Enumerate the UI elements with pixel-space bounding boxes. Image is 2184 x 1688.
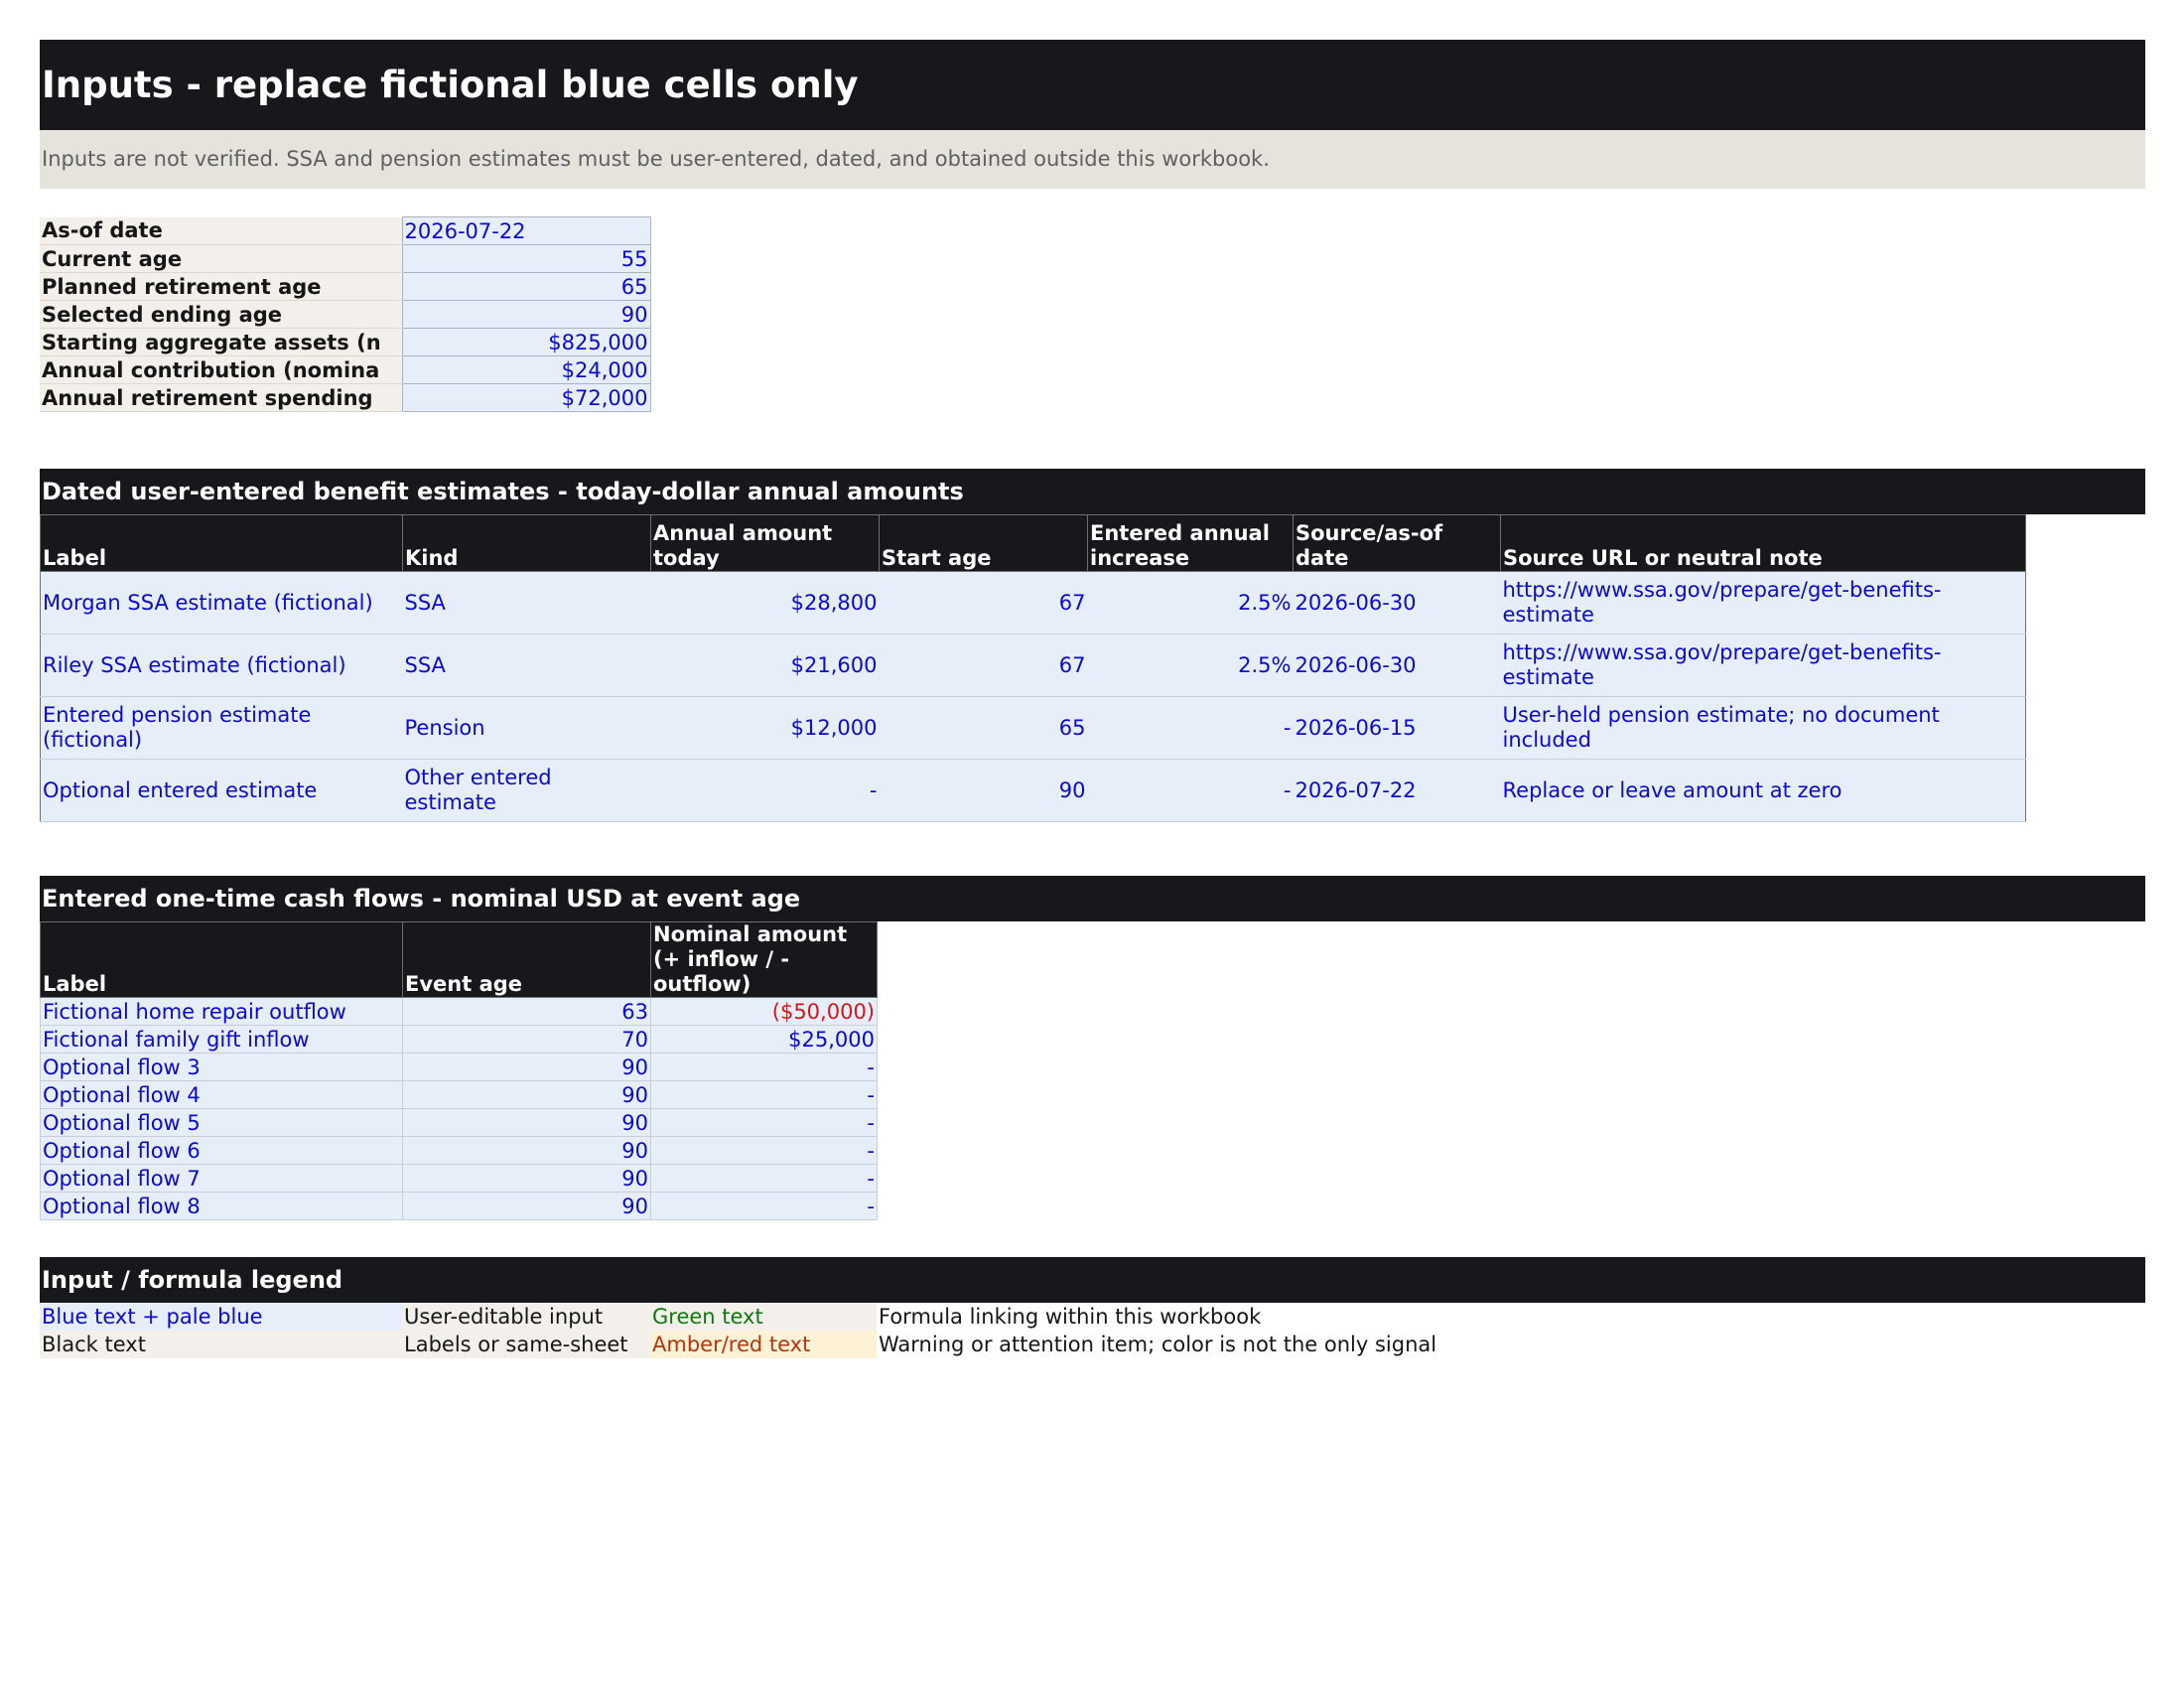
input-label: Current age — [40, 245, 402, 273]
table-row — [41, 1109, 878, 1137]
cash-flows-section-title: Entered one-time cash flows - nominal USD at event age — [40, 876, 2145, 921]
input-label: Starting aggregate assets (n — [40, 329, 402, 356]
column-header: Kind — [403, 515, 651, 572]
input-label: Selected ending age — [40, 301, 402, 329]
legend-description: Labels or same-sheet — [402, 1331, 650, 1358]
benefit-kind-cell[interactable]: SSA — [403, 634, 651, 697]
benefits-table — [40, 514, 2026, 822]
flow-label-cell[interactable]: Fictional family gift inflow — [41, 1026, 403, 1054]
legend-row — [40, 1331, 1777, 1358]
benefit-increase-cell[interactable]: 2.5% — [1088, 634, 1294, 697]
input-row-ending-age — [40, 301, 650, 329]
table-row — [41, 1054, 878, 1081]
table-row — [41, 1137, 878, 1165]
table-row — [41, 697, 2026, 760]
column-header: Label — [41, 922, 403, 998]
legend-description: Warning or attention item; color is not the only signal — [879, 1333, 1437, 1356]
starting-assets-input[interactable]: $825,000 — [402, 329, 650, 356]
table-header-row — [41, 515, 2026, 572]
current-age-input[interactable]: 55 — [402, 245, 650, 273]
benefits-section-title: Dated user-entered benefit estimates - today-dollar annual amounts — [40, 469, 2145, 514]
input-label: As-of date — [40, 217, 402, 245]
column-header: Label — [41, 515, 403, 572]
retirement-spending-input[interactable]: $72,000 — [402, 384, 650, 412]
annual-contribution-input[interactable]: $24,000 — [402, 356, 650, 384]
column-header: Source URL or neutral note — [1501, 515, 2026, 572]
benefit-increase-cell[interactable]: - — [1088, 697, 1294, 760]
input-label: Annual retirement spending — [40, 384, 402, 412]
benefit-label-cell[interactable]: Optional entered estimate — [41, 760, 403, 822]
column-header: Annual amount today — [651, 515, 880, 572]
flow-amount-cell[interactable]: - — [651, 1137, 878, 1165]
flow-label-cell[interactable]: Optional flow 6 — [41, 1137, 403, 1165]
input-row-annual-contribution — [40, 356, 650, 384]
benefit-label-cell[interactable]: Riley SSA estimate (fictional) — [41, 634, 403, 697]
benefit-start-age-cell[interactable]: 90 — [880, 760, 1088, 822]
retirement-age-input[interactable]: 65 — [402, 273, 650, 301]
benefit-kind-cell[interactable]: SSA — [403, 572, 651, 634]
table-row — [41, 998, 878, 1026]
flow-label-cell[interactable]: Optional flow 7 — [41, 1165, 403, 1193]
column-header: Event age — [403, 922, 651, 998]
benefit-amount-cell[interactable]: $28,800 — [651, 572, 880, 634]
benefit-date-cell[interactable]: 2026-06-30 — [1294, 572, 1501, 634]
benefit-start-age-cell[interactable]: 67 — [880, 634, 1088, 697]
page-title: Inputs - replace fictional blue cells only — [40, 40, 2145, 130]
table-row — [41, 760, 2026, 822]
as-of-date-input[interactable]: 2026-07-22 — [402, 217, 650, 245]
benefit-source-cell[interactable]: Replace or leave amount at zero — [1501, 760, 2026, 822]
column-header: Start age — [880, 515, 1088, 572]
flow-label-cell[interactable]: Optional flow 3 — [41, 1054, 403, 1081]
flow-amount-cell[interactable]: ($50,000) — [651, 998, 878, 1026]
table-row — [41, 1081, 878, 1109]
flow-label-cell[interactable]: Fictional home repair outflow — [41, 998, 403, 1026]
legend-table — [40, 1303, 1777, 1358]
benefit-start-age-cell[interactable]: 67 — [880, 572, 1088, 634]
benefit-source-cell[interactable]: User-held pension estimate; no document included — [1501, 697, 2026, 760]
benefit-amount-cell[interactable]: $12,000 — [651, 697, 880, 760]
flow-amount-cell[interactable]: - — [651, 1054, 878, 1081]
flow-amount-cell[interactable]: - — [651, 1109, 878, 1137]
flow-age-cell[interactable]: 63 — [403, 998, 651, 1026]
benefit-date-cell[interactable]: 2026-06-30 — [1294, 634, 1501, 697]
table-row — [41, 1165, 878, 1193]
flow-age-cell[interactable]: 90 — [403, 1081, 651, 1109]
benefit-amount-cell[interactable]: $21,600 — [651, 634, 880, 697]
input-label: Annual contribution (nomina — [40, 356, 402, 384]
column-header: Entered annual increase — [1088, 515, 1294, 572]
input-row-as-of-date — [40, 217, 650, 245]
flow-age-cell[interactable]: 90 — [403, 1165, 651, 1193]
benefit-label-cell[interactable]: Morgan SSA estimate (fictional) — [41, 572, 403, 634]
flow-amount-cell[interactable]: - — [651, 1081, 878, 1109]
cash-flows-table — [40, 921, 878, 1220]
legend-row — [40, 1303, 1777, 1331]
benefit-increase-cell[interactable]: 2.5% — [1088, 572, 1294, 634]
legend-swatch-label: Black text — [40, 1331, 402, 1358]
flow-age-cell[interactable]: 90 — [403, 1193, 651, 1220]
benefit-label-cell[interactable]: Entered pension estimate (fictional) — [41, 697, 403, 760]
legend-swatch-input: Blue text + pale blue — [40, 1303, 402, 1331]
flow-age-cell[interactable]: 90 — [403, 1109, 651, 1137]
flow-age-cell[interactable]: 90 — [403, 1137, 651, 1165]
benefit-kind-cell[interactable]: Other entered estimate — [403, 760, 651, 822]
benefit-source-cell[interactable]: https://www.ssa.gov/prepare/get-benefits-estimate — [1501, 634, 2026, 697]
page-subtitle: Inputs are not verified. SSA and pension estimates must be user-entered, dated, and obtained outside this workbook. — [40, 130, 2145, 189]
table-row — [41, 572, 2026, 634]
input-label: Planned retirement age — [40, 273, 402, 301]
legend-description: User-editable input — [402, 1303, 650, 1331]
flow-age-cell[interactable]: 70 — [403, 1026, 651, 1054]
ending-age-input[interactable]: 90 — [402, 301, 650, 329]
key-inputs-table — [40, 216, 651, 412]
column-header: Source/as-of date — [1294, 515, 1501, 572]
benefit-date-cell[interactable]: 2026-07-22 — [1294, 760, 1501, 822]
flow-amount-cell[interactable]: - — [651, 1193, 878, 1220]
table-row — [41, 634, 2026, 697]
benefit-source-cell[interactable]: https://www.ssa.gov/prepare/get-benefits-estimate — [1501, 572, 2026, 634]
legend-section-title: Input / formula legend — [40, 1257, 2145, 1303]
legend-description: Formula linking within this workbook — [879, 1305, 1262, 1329]
input-row-starting-assets — [40, 329, 650, 356]
flow-label-cell[interactable]: Optional flow 5 — [41, 1109, 403, 1137]
flow-label-cell[interactable]: Optional flow 8 — [41, 1193, 403, 1220]
table-header-row — [41, 922, 878, 998]
benefit-date-cell[interactable]: 2026-06-15 — [1294, 697, 1501, 760]
benefit-kind-cell[interactable]: Pension — [403, 697, 651, 760]
legend-swatch-warning: Amber/red text — [650, 1331, 877, 1358]
table-row — [41, 1193, 878, 1220]
flow-label-cell[interactable]: Optional flow 4 — [41, 1081, 403, 1109]
column-header: Nominal amount (+ inflow / - outflow) — [651, 922, 878, 998]
input-row-retirement-age — [40, 273, 650, 301]
benefit-increase-cell[interactable]: - — [1088, 760, 1294, 822]
flow-age-cell[interactable]: 90 — [403, 1054, 651, 1081]
flow-amount-cell[interactable]: - — [651, 1165, 878, 1193]
input-row-current-age — [40, 245, 650, 273]
flow-amount-cell[interactable]: $25,000 — [651, 1026, 878, 1054]
table-row — [41, 1026, 878, 1054]
benefit-start-age-cell[interactable]: 65 — [880, 697, 1088, 760]
legend-swatch-formula: Green text — [650, 1303, 877, 1331]
input-row-retirement-spending — [40, 384, 650, 412]
benefit-amount-cell[interactable]: - — [651, 760, 880, 822]
